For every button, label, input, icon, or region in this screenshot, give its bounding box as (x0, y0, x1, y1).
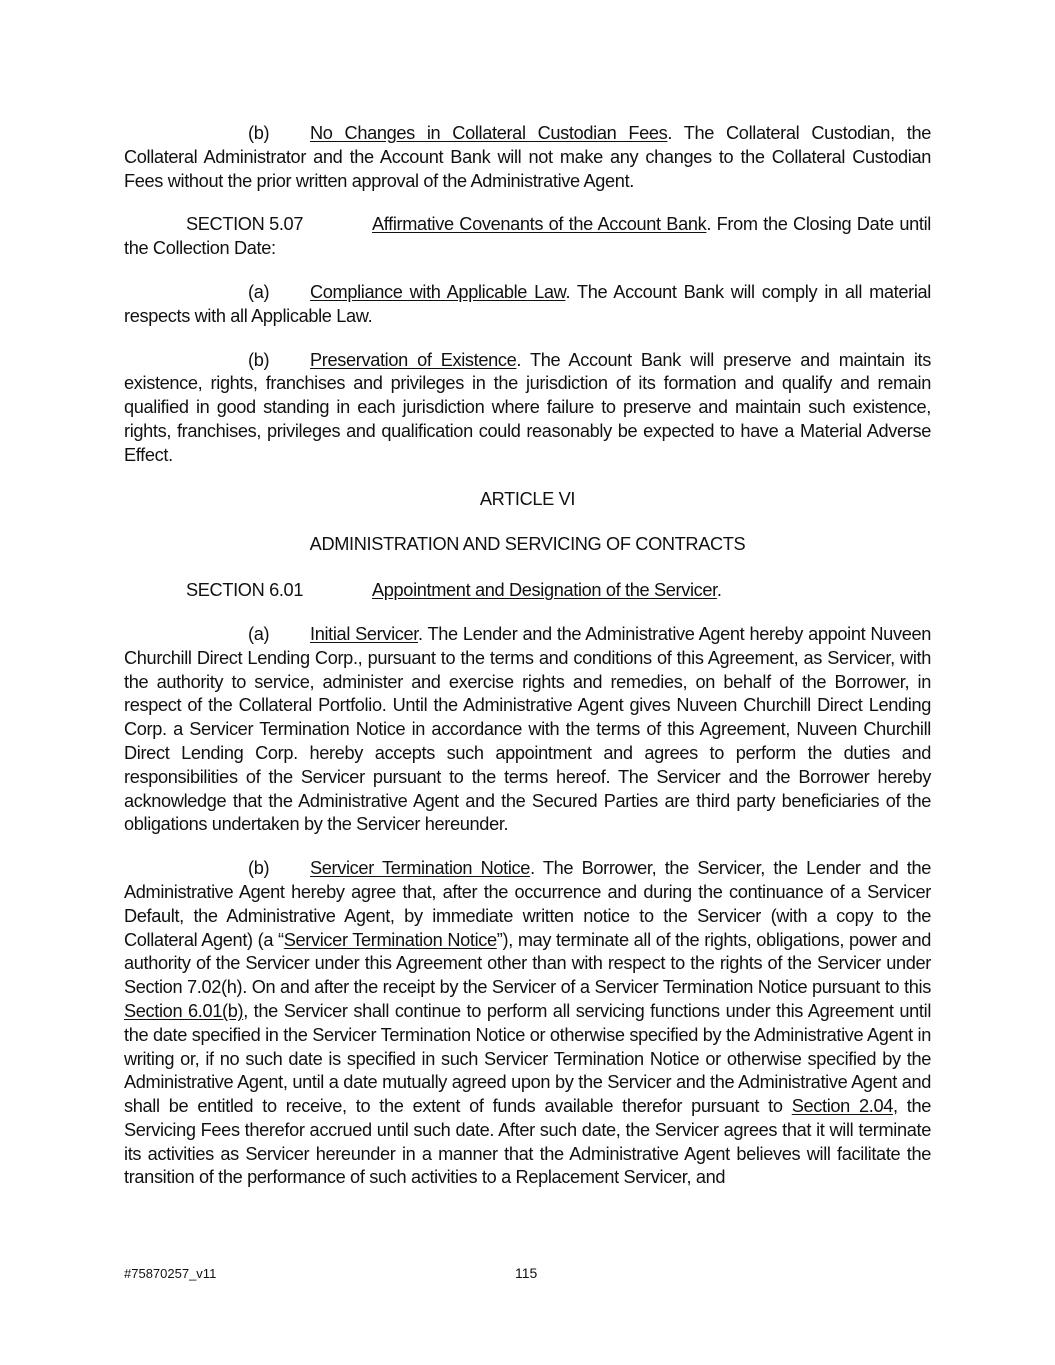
clause-heading: Preservation of Existence (310, 349, 517, 370)
section-text: . From the Closing Date until the Collection Date: (124, 214, 931, 259)
clause-text: ”), may terminate all of the rights, obligations, power and authority of the Servicer under this Agreement other than with respect to the rights of the Servicer under Section 7.02(h). On and after the receipt by the Servicer of a Servicer Termination Notice pursuant to this (124, 929, 931, 998)
paragraph-initial-servicer (124, 623, 931, 837)
defined-term: Servicer Termination Notice (283, 929, 497, 950)
clause-label: (b) (248, 123, 270, 143)
cross-reference-section-6-01-b: Section 6.01(b) (124, 1000, 244, 1021)
page-number: 115 (515, 1265, 538, 1281)
clause-label: (b) (248, 349, 270, 370)
clause-text: . The Lender and the Administrative Agent hereby appoint Nuveen Churchill Direct Lending Corp., pursuant to the terms and conditions of this Agreement, as Servicer, with the authority to service, administer and exercise rights and remedies, on behalf of the Borrower, in respect of the Collateral Portfolio. Until the Administrative Agent gives Nuveen Churchill Direct Lending Corp. a Servicer Termination Notice in accordance with the terms of this Agreement, Nuveen Churchill Direct Lending Corp. hereby accepts such appointment and agrees to perform the duties and responsibilities of the Servicer pursuant to the terms hereof. The Servicer and the Borrower hereby acknowledge that the Administrative Agent and the Secured Parties are third party beneficiaries of the obligations undertaken by the Servicer hereunder. (124, 623, 931, 835)
document-page (124, 122, 931, 1210)
clause-text: , the Servicing Fees therefor accrued until such date. After such date, the Servicer agrees that it will terminate its activities as Servicer hereunder in a manner that the Administrative Agent believes will facilitate the transition of the performance of such activities to a Replacement Servicer, and (124, 1096, 932, 1188)
article-number: ARTICLE VI (479, 488, 576, 509)
paragraph-servicer-termination-notice (124, 857, 931, 1190)
clause-heading: Initial Servicer (310, 623, 419, 644)
cross-reference-section-2-04: Section 2.04 (791, 1096, 893, 1117)
article-title: ADMINISTRATION AND SERVICING OF CONTRACTS (309, 534, 746, 555)
paragraph-preservation-of-existence (124, 349, 931, 468)
section-6-01 (124, 579, 931, 603)
clause-heading: Compliance with Applicable Law (310, 281, 566, 302)
clause-label: (b) (248, 858, 270, 879)
clause-text: . The Collateral Custodian, the Collateral Administrator and the Account Bank will not make any changes to the Collateral Custodian Fees without the prior written approval of the Administrative Agent. (124, 123, 931, 191)
document-id: #75870257_v11 (124, 1266, 217, 1281)
section-heading: Affirmative Covenants of the Account Bank (372, 214, 707, 235)
clause-heading: No Changes in Collateral Custodian Fees (310, 123, 668, 143)
clause-label: (a) (248, 281, 270, 302)
section-text: . (716, 580, 722, 601)
clause-text: . The Borrower, the Servicer, the Lender and the Administrative Agent hereby agree that, after the occurrence and during the continuance of a Servicer Default, the Administrative Agent, by immediate written notice to the Servicer (with a copy to the Collateral Agent) (a “ (124, 858, 931, 950)
clause-label: (a) (248, 623, 270, 644)
clause-text: . The Account Bank will comply in all material respects with all Applicable Law. (124, 281, 931, 326)
clause-text: . The Account Bank will preserve and maintain its existence, rights, franchises and privileges in the jurisdiction of its formation and qualify and remain qualified in good standing in each jurisdiction where failure to preserve and maintain such existence, rights, franchises, privileges and qualification could reasonably be expected to have a Material Adverse Effect. (124, 349, 931, 465)
paragraph-no-changes-custodian-fees (124, 122, 931, 193)
clause-text: , the Servicer shall continue to perform all servicing functions under this Agreement until the date specified in the Servicer Termination Notice or otherwise specified by the Administrative Agent in writing or, if no such date is specified in such Servicer Termination Notice or otherwise specified by the Administrative Agent, until a date mutually agreed upon by the Servicer and the Administrative Agent and shall be entitled to receive, to the extent of funds available therefor pursuant to (124, 1000, 932, 1117)
section-5-07 (124, 213, 931, 261)
paragraph-compliance-applicable-law (124, 281, 931, 329)
section-number: SECTION 6.01 (186, 580, 304, 601)
section-number: SECTION 5.07 (186, 214, 304, 235)
clause-heading: Servicer Termination Notice (310, 858, 531, 879)
section-heading: Appointment and Designation of the Servicer (372, 580, 717, 601)
